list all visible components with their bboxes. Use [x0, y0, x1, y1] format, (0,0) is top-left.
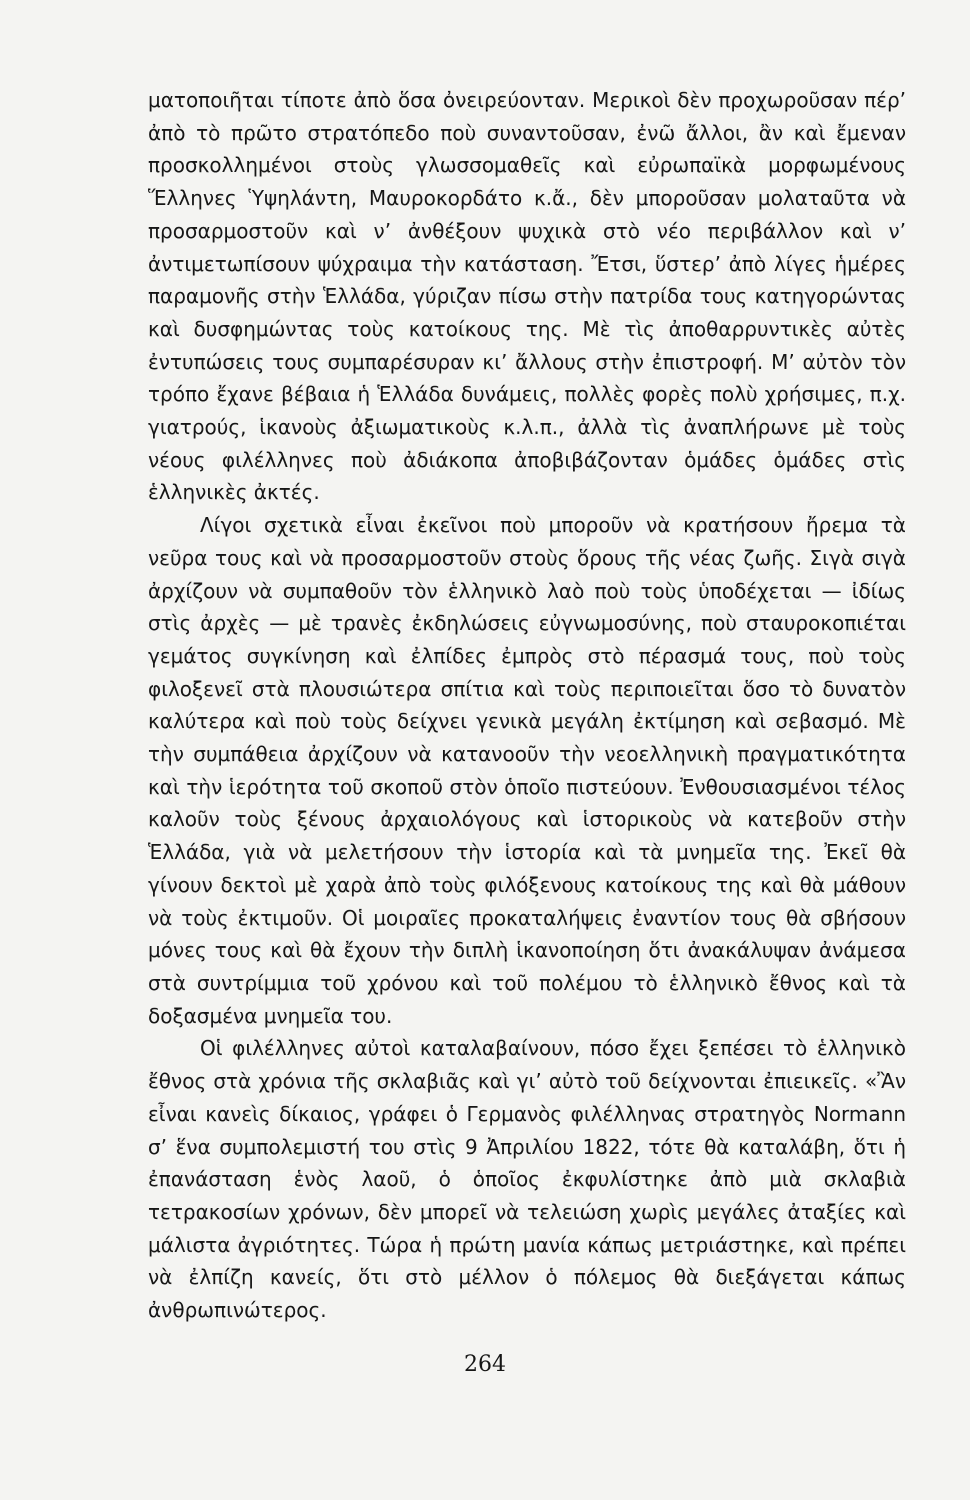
paragraph-2: Λίγοι σχετικὰ εἶναι ἐκεῖνοι ποὺ μποροῦν νὰ κρατήσουν ἤρεμα τὰ νεῦρα τους καὶ νὰ προσαρμοστοῦν στοὺς ὅρους τῆς νέας ζωῆς. Σιγὰ σιγὰ ἀρχίζουν νὰ συμπαθοῦν τὸν ἑλληνικὸ λαὸ ποὺ τοὺς ὑποδέχεται — ἰδίως στὶς ἀρχὲς — μὲ τρανὲς ἐκδηλώσεις εὐγνωμοσύνης, ποὺ σταυροκοπιέται γεμάτος συγκίνηση καὶ ἐλπίδες ἐμπρὸς στὸ πέρασμά τους, ποὺ τοὺς φιλοξενεῖ στὰ πλουσιώτερα σπίτια καὶ τοὺς περιποιεῖται ὅσο τὸ δυνατὸν καλύτερα καὶ ποὺ τοὺς δείχνει γενικὰ μεγάλη ἐκτίμηση καὶ σεβασμό. Μὲ τὴν συμπάθεια ἀρχίζουν νὰ κατανοοῦν τὴν νεοελληνικὴ πραγματικότητα καὶ τὴν ἱερότητα τοῦ σκοποῦ στὸν ὁποῖο πιστεύουν. Ἐνθουσιασμένοι τέλος καλοῦν τοὺς ξένους ἀρχαιολόγους καὶ ἱστορικοὺς νὰ κατεβοῦν στὴν Ἑλλάδα, γιὰ νὰ μελετήσουν τὴν ἱστορία καὶ τὰ μνημεῖα της. Ἐκεῖ θὰ γίνουν δεκτοὶ μὲ χαρὰ ἀπὸ τοὺς φιλόξενους κατοίκους της καὶ θὰ μάθουν νὰ τοὺς ἐκτιμοῦν. Οἱ μοιραῖες προκαταλήψεις ἐναντίον τους θὰ σβήσουν μόνες τους καὶ θὰ ἔχουν τὴν διπλὴ ἱκανοποίηση ὅτι ἀνακάλυψαν ἀνάμεσα στὰ συντρίμμια τοῦ χρόνου καὶ τοῦ πολέμου τὸ ἑλληνικὸ ἔθνος καὶ τὰ δοξασμένα μνημεῖα του.: [148, 513, 906, 1028]
page-number: 264: [464, 1352, 506, 1377]
page-text-block: [148, 84, 906, 1327]
paragraph-1: ματοποιῆται τίποτε ἀπὸ ὅσα ὀνειρεύονταν. Μερικοὶ δὲν προχωροῦσαν πέρ’ ἀπὸ τὸ πρῶτο στρατόπεδο ποὺ συναντοῦσαν, ἐνῶ ἄλλοι, ἂν καὶ ἔμεναν προσκολλημένοι στοὺς γλωσσομαθεῖς καὶ εὐρωπαϊκὰ μορφωμένους Ἕλληνες Ὑψηλάντη, Μαυροκορδάτο κ.ἄ., δὲν μποροῦσαν μολαταῦτα νὰ προσαρμοστοῦν καὶ ν’ ἀνθέξουν ψυχικὰ στὸ νέο περιβάλλον καὶ ν’ ἀντιμετωπίσουν ψύχραιμα τὴν κατάσταση. Ἔτσι, ὕστερ’ ἀπὸ λίγες ἡμέρες παραμονῆς στὴν Ἑλλάδα, γύριζαν πίσω στὴν πατρίδα τους κατηγορώντας καὶ δυσφημώντας τοὺς κατοίκους της. Μὲ τὶς ἀποθαρρυντικὲς αὐτὲς ἐντυπώσεις τους συμπαρέσυραν κι’ ἄλλους στὴν ἐπιστροφή. Μ’ αὐτὸν τὸν τρόπο ἔχανε βέβαια ἡ Ἑλλάδα δυνάμεις, πολλὲς φορὲς πολὺ χρήσιμες, π.χ. γιατρούς, ἱκανοὺς ἀξιωματικοὺς κ.λ.π., ἀλλὰ τὶς ἀναπλήρωνε μὲ τοὺς νέους φιλέλληνες ποὺ ἀδιάκοπα ἀποβιβάζονταν ὁμάδες ὁμάδες στὶς ἑλληνικὲς ἀκτές.: [148, 88, 906, 505]
paragraph-3: Οἱ φιλέλληνες αὐτοὶ καταλαβαίνουν, πόσο ἔχει ξεπέσει τὸ ἑλληνικὸ ἔθνος στὰ χρόνια τῆς σκλαβιᾶς καὶ γι’ αὐτὸ τοῦ δείχνονται ἐπιεικεῖς. «Ἂν εἶναι κανεὶς δίκαιος, γράφει ὁ Γερμανὸς φιλέλληνας στρατηγὸς Normann σ’ ἕνα συμπολεμιστή του στὶς 9 Ἀπριλίου 1822, τότε θὰ καταλάβη, ὅτι ἡ ἐπανάσταση ἑνὸς λαοῦ, ὁ ὁποῖος ἐκφυλίστηκε ἀπὸ μιὰ σκλαβιὰ τετρακοσίων χρόνων, δὲν μπορεῖ νὰ τελειώση χωρὶς μεγάλες ἀταξίες καὶ μάλιστα ἀγριότητες. Τώρα ἡ πρώτη μανία κάπως μετριάστηκε, καὶ πρέπει νὰ ἐλπίζη κανείς, ὅτι στὸ μέλλον ὁ πόλεμος θὰ διεξάγεται κάπως ἀνθρωπινώτερος.: [148, 1036, 906, 1323]
